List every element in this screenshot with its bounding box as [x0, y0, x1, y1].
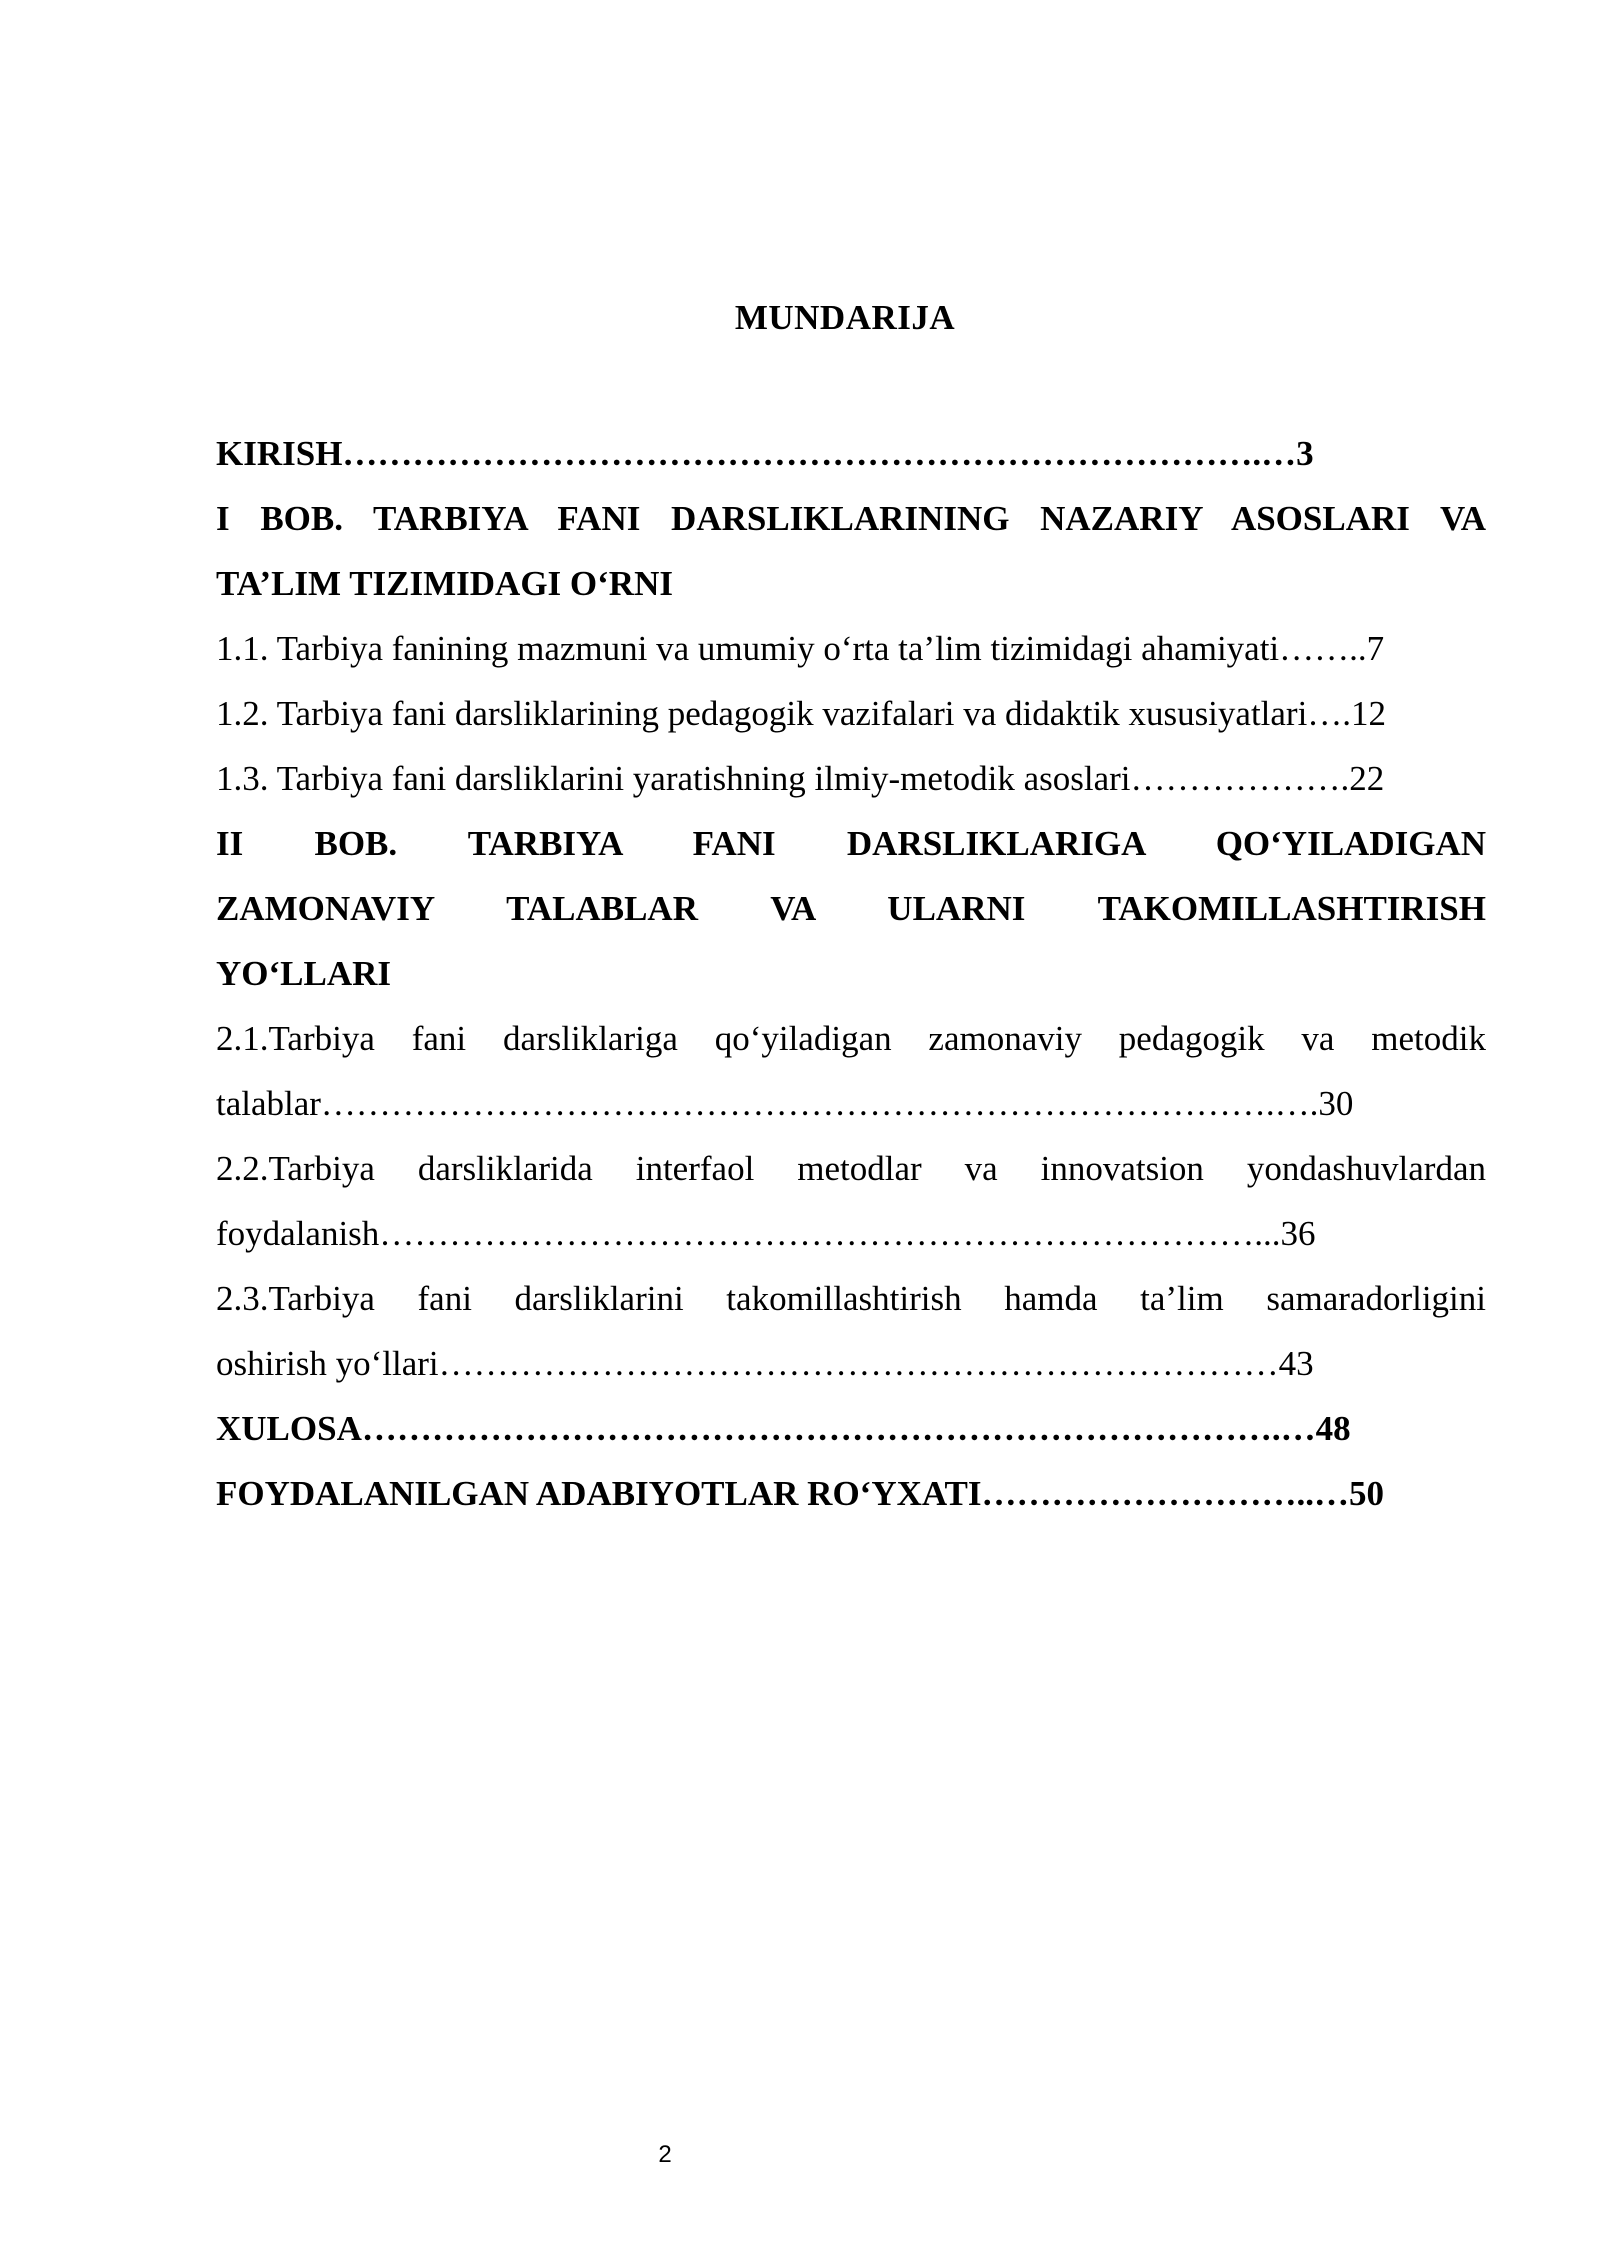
- toc-chapter-2-line-3: YO‘LLARI: [216, 954, 392, 993]
- toc-entry-kirish: KIRISH…………………………………………………………………….…3: [216, 434, 1314, 473]
- toc-chapter-2-line-1: II BOB. TARBIYA FANI DARSLIKLARIGA QO‘YILADIGAN: [216, 824, 1486, 863]
- toc-entry-2-1-line-1: 2.1.Tarbiya fani darsliklariga qo‘yiladigan zamonaviy pedagogik va metodik: [216, 1019, 1486, 1058]
- toc-entry-2-3-line-1: 2.3.Tarbiya fani darsliklarini takomillashtirish hamda ta’lim samaradorligini: [216, 1279, 1486, 1318]
- table-of-contents: [216, 421, 1486, 1526]
- toc-entry-2-2-line-1: 2.2.Tarbiya darsliklarida interfaol metodlar va innovatsion yondashuvlardan: [216, 1149, 1486, 1188]
- toc-entry-2-1-line-2: talablar……………………………………………………………………….….30: [216, 1084, 1354, 1123]
- toc-entry-2-3-line-2: oshirish yo‘llari………………………………………………………………43: [216, 1344, 1314, 1383]
- toc-entry-adabiyotlar: FOYDALANILGAN ADABIYOTLAR RO‘YXATI………………………..…50: [216, 1474, 1385, 1513]
- toc-chapter-1-line-1: I BOB. TARBIYA FANI DARSLIKLARINING NAZARIY ASOSLARI VA: [216, 499, 1486, 538]
- toc-entry-1-1: 1.1. Tarbiya fanining mazmuni va umumiy o‘rta ta’lim tizimidagi ahamiyati……..7: [216, 629, 1385, 668]
- toc-entry-xulosa: XULOSA…………………………………………………………………….…48: [216, 1409, 1351, 1448]
- toc-entry-2-2-line-2: foydalanish…………………………………………………………………...36: [216, 1214, 1316, 1253]
- toc-entry-1-2: 1.2. Tarbiya fani darsliklarining pedagogik vazifalari va didaktik xususiyatlari….12: [216, 694, 1387, 733]
- page-number: 2: [658, 2141, 672, 2168]
- page-title: MUNDARIJA: [734, 298, 956, 337]
- toc-chapter-2-line-2: ZAMONAVIY TALABLAR VA ULARNI TAKOMILLASHTIRISH: [216, 889, 1486, 928]
- toc-chapter-1-line-2: TA’LIM TIZIMIDAGI O‘RNI: [216, 564, 673, 603]
- toc-entry-1-3: 1.3. Tarbiya fani darsliklarini yaratishning ilmiy-metodik asoslari……………….22: [216, 759, 1385, 798]
